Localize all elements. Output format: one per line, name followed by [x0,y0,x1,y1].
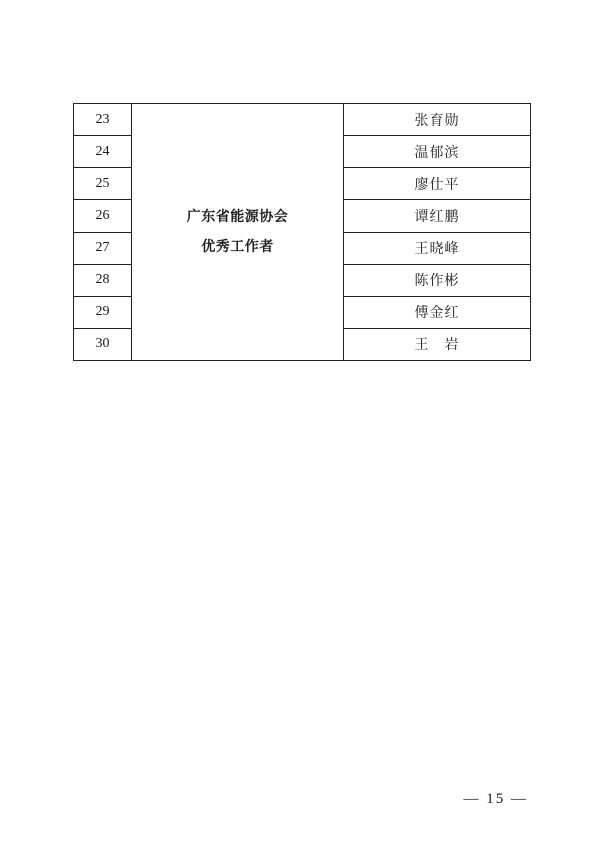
awardee-name: 廖仕平 [344,168,531,200]
row-number: 27 [74,232,132,264]
row-number: 23 [74,104,132,136]
page-number: — 15 — [463,791,528,807]
row-number: 26 [74,200,132,232]
award-title-line-1: 广东省能源协会 [186,209,289,225]
row-number: 30 [74,328,132,360]
awardee-name: 张育勋 [344,104,531,136]
award-category-cell [132,104,344,361]
awardee-name: 王晓峰 [344,232,531,264]
row-number: 28 [74,264,132,296]
award-list-table [73,103,531,361]
row-number: 29 [74,296,132,328]
awardee-name: 王 岩 [344,328,531,360]
awardee-name: 温郁滨 [344,136,531,168]
awardee-name: 陈作彬 [344,264,531,296]
table-row [74,104,531,136]
awardee-name: 傅金红 [344,296,531,328]
row-number: 25 [74,168,132,200]
row-number: 24 [74,136,132,168]
award-title-line-2: 优秀工作者 [201,239,274,255]
awardee-name: 谭红鹏 [344,200,531,232]
